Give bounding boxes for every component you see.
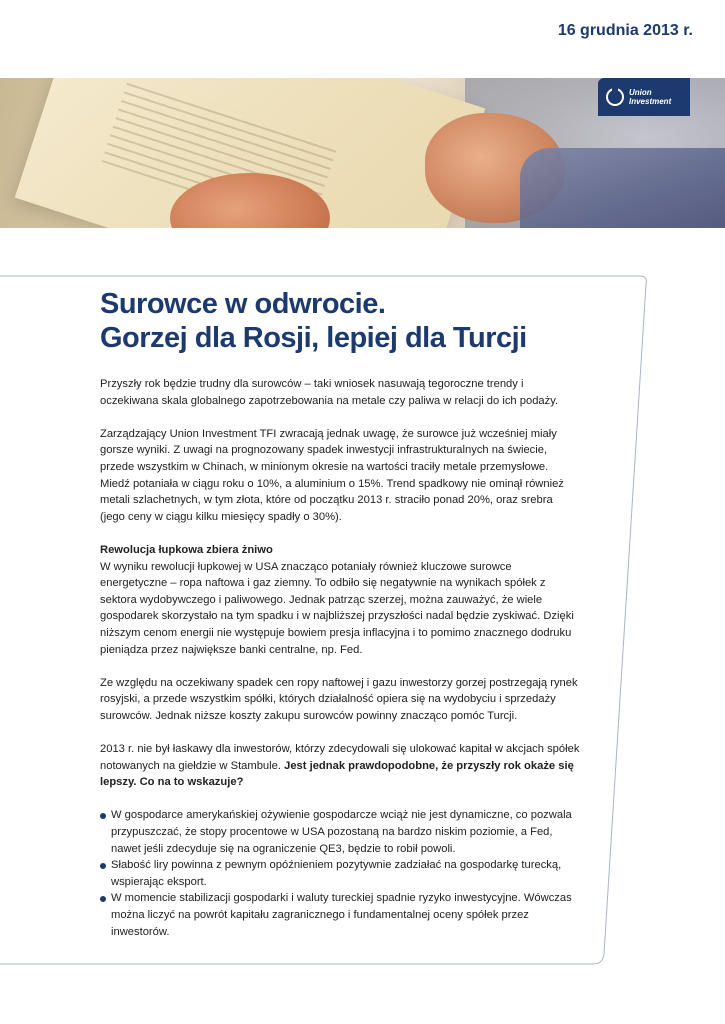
bullet-icon — [100, 896, 106, 902]
paragraph-russia-turkey: Ze względu na oczekiwany spadek cen ropy naftowej i gazu inwestorzy gorzej postrzegają rynek rosyjski, a przede wszystkim spółki, których działalność opiera się na wydobyciu i sprzedaży surowców. Jednak niższe koszty zakupu surowców powinny znacząco pomóc Turcji. — [100, 676, 578, 722]
union-investment-logo — [598, 78, 690, 116]
list-item — [100, 857, 580, 890]
logo-mark-icon — [606, 88, 624, 106]
paragraph-intro: Przyszły rok będzie trudny dla surowców – taki wniosek nasuwają tegoroczne trendy i oczekiwana skala globalnego zapotrzebowania na metale czy paliwa w relacji do ich podaży. — [100, 378, 559, 407]
bullet-list — [100, 807, 580, 940]
article-body — [100, 376, 580, 940]
logo-line-1: Union — [629, 88, 652, 97]
bullet-icon — [100, 813, 106, 819]
list-item — [100, 890, 580, 940]
logo-line-2: Investment — [629, 97, 672, 106]
paragraph-shale: W wyniku rewolucji łupkowej w USA znacząco potaniały również kluczowe surowce energetyczne – ropa naftowa i gaz ziemny. To odbiło się negatywnie na wynikach spółek z sektora wydobywczego i paliwowego. Jednak patrząc szerzej, można zauważyć, że wiele gospodarek skorzystało na tym spadku i w najbliższej przyszłości nadal będzie zyskiwać. Dzięki niższym cenom energii nie występuje bowiem presja inflacyjna i to pomimo znacznego dodruku pieniądza przez największe banki centralne, np. Fed. — [100, 560, 574, 656]
paragraph-istanbul-text: 2013 r. nie był łaskawy dla inwestorów, którzy zdecydowali się ulokować kapitał w akcjach spółek notowanych na giełdzie w Stambule. — [100, 743, 580, 772]
title-line-1: Surowce w odwrocie. — [100, 288, 386, 320]
bullet-icon — [100, 863, 106, 869]
document-date: 16 grudnia 2013 r. — [557, 22, 693, 39]
list-item — [100, 807, 580, 857]
list-item-text: Słabość liry powinna z pewnym opóźnieniem pozytywnie zadziałać na gospodarkę turecką, wspierając eksport. — [111, 859, 562, 888]
title-line-2: Gorzej dla Rosji, lepiej dla Turcji — [100, 322, 527, 354]
list-item-text: W gospodarce amerykańskiej ożywienie gospodarcze wciąż nie jest dynamiczne, co pozwala przypuszczać, że stopy procentowe w USA pozostaną na bardzo niskim poziomie, a Fed, nawet jeśli zdecyduje się na ograniczenie QE3, będzie to robił powoli. — [111, 809, 572, 855]
paragraph-istanbul-bold: Jest jednak prawdopodobne, że przyszły rok okaże się lepszy. Co na to wskazuje? — [100, 759, 574, 789]
paragraph-metals: Zarządzający Union Investment TFI zwracają jednak uwagę, że surowce już wcześniej miały gorsze wyniki. Z uwagi na prognozowany spadek inwestycji infrastrukturalnych na świecie, przede wszystkim w Chinach, w minionym okresie na wartości traciły metale przemysłowe. Miedź potaniała w ciągu roku o 10%, a aluminium o 15%. Trend spadkowy nie ominął również metali szlachetnych, w tym złota, które od początku 2013 r. straciło ponad 20%, oraz srebra (jego ceny w ciągu kilku miesięcy spadły o 30%). — [100, 427, 564, 523]
section-subheading: Rewolucja łupkowa zbiera żniwo — [100, 543, 273, 556]
article-title — [100, 287, 527, 355]
list-item-text: W momencie stabilizacji gospodarki i waluty tureckiej spadnie ryzyko inwestycyjne. Wówczas można liczyć na powrót kapitału zagranicznego i fundamentalnej oceny spółek przez inwestorów. — [111, 892, 572, 938]
paragraph-istanbul — [100, 741, 580, 791]
